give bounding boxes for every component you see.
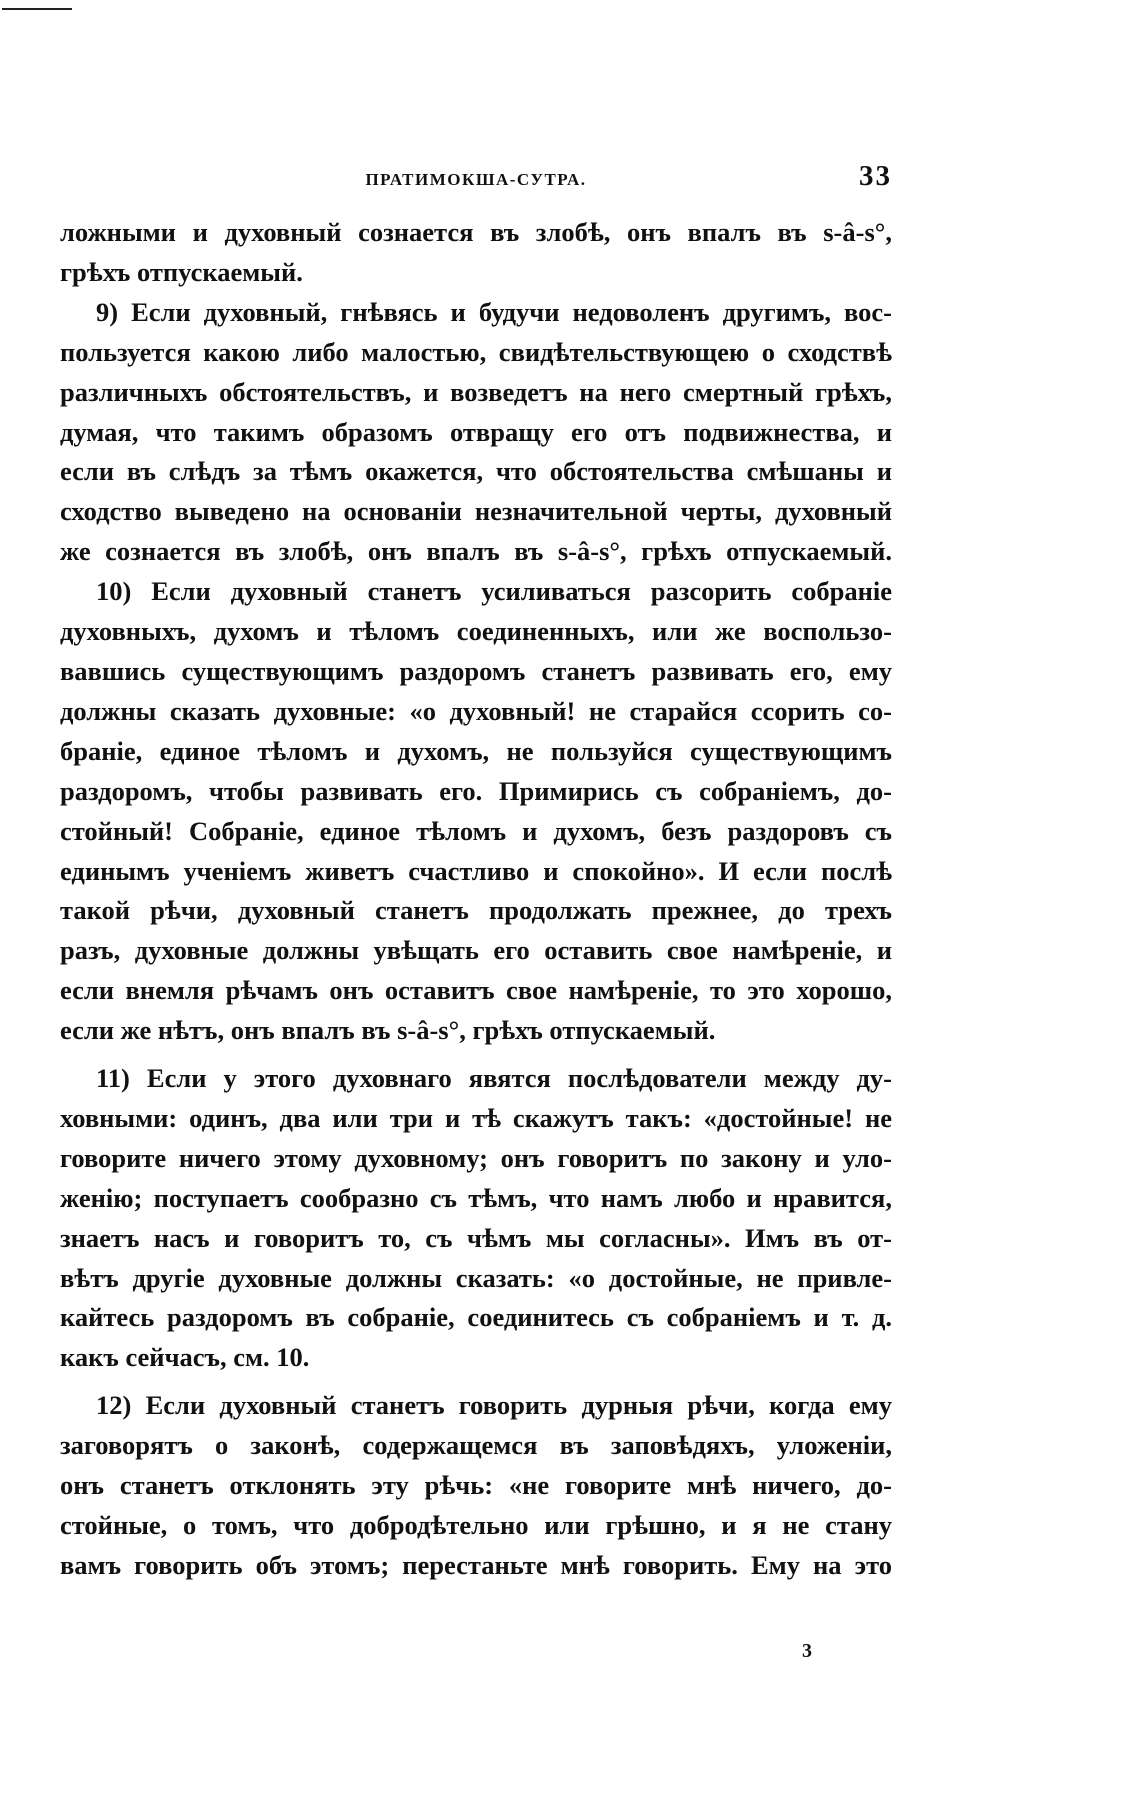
- text-line: сходство выведено на основаніи незначительной черты, духовный: [60, 496, 892, 527]
- text-line: же сознается въ злобѣ, онъ впалъ въ s-â-s°, грѣхъ отпускаемый.: [60, 536, 892, 567]
- text-line: какъ сейчасъ, см. 10.: [60, 1342, 310, 1373]
- text-line: ложными и духовный сознается въ злобѣ, онъ впалъ въ s-â-s°,: [60, 217, 892, 247]
- text-line: женію; поступаетъ сообразно съ тѣмъ, что намъ любо и нравится,: [60, 1182, 892, 1213]
- text-line: вѣтъ другіе духовные должны сказать: «о достойные, не привле-: [60, 1262, 892, 1293]
- text-line: вавшись существующимъ раздоромъ станетъ развивать его, ему: [60, 655, 892, 686]
- page-number: 33: [859, 160, 892, 192]
- text-line: если внемля рѣчамъ онъ оставитъ свое намѣреніе, то это хорошо,: [60, 975, 892, 1006]
- text-line: вамъ говорить объ этомъ; перестаньте мнѣ говорить. Ему на это: [60, 1549, 892, 1580]
- text-line: разъ, духовные должны увѣщать его оставить свое намѣреніе, и: [60, 935, 892, 966]
- signature-mark: 3: [802, 1640, 812, 1662]
- text-line: грѣхъ отпускаемый.: [60, 256, 303, 287]
- text-line: думая, что такимъ образомъ отвращу его отъ подвижнества, и: [60, 416, 892, 447]
- text-line: онъ станетъ отклонять эту рѣчь: «не говорите мнѣ ничего, до-: [60, 1470, 892, 1501]
- text-line: различныхъ обстоятельствъ, и возведетъ на него смертный грѣхъ,: [60, 376, 892, 407]
- text-line: стойные, о томъ, что добродѣтельно или грѣшно, и я не стану: [60, 1510, 892, 1540]
- text-line: браніе, единое тѣломъ и духомъ, не пользуйся существующимъ: [60, 735, 892, 766]
- running-head: [60, 160, 892, 200]
- text-line: кайтесь раздоромъ въ собраніе, соединитесь съ собраніемъ и т. д.: [60, 1302, 892, 1333]
- text-line: раздоромъ, чтобы развивать его. Примирись съ собраніемъ, до-: [60, 775, 892, 806]
- paragraph-12-first-line: 12) Если духовный станетъ говорить дурныя рѣчи, когда ему: [96, 1390, 892, 1421]
- running-title: ПРАТИМОКША-СУТРА.: [365, 170, 587, 189]
- paragraph-10-first-line: 10) Если духовный станетъ усиливаться разсорить собраніе: [96, 576, 892, 607]
- text-line: должны сказать духовные: «о духовный! не старайся ссорить со-: [60, 695, 892, 726]
- text-line: единымъ ученіемъ живетъ счастливо и спокойно». И если послѣ: [60, 855, 892, 886]
- text-line: если въ слѣдъ за тѣмъ окажется, что обстоятельства смѣшаны и: [60, 456, 892, 487]
- paragraph-9-first-line: 9) Если духовный, гнѣвясь и будучи недоволенъ другимъ, вос-: [96, 296, 892, 327]
- corner-scan-mark: [2, 8, 72, 10]
- paragraph-gap: [60, 1051, 892, 1059]
- text-line: заговорятъ о законѣ, содержащемся въ заповѣдяхъ, уложеніи,: [60, 1430, 892, 1461]
- paragraph-gap: [60, 1378, 892, 1386]
- body-text: [60, 213, 892, 1586]
- text-line: пользуется какою либо малостью, свидѣтельствующею о сходствѣ: [60, 336, 892, 367]
- text-line: говорите ничего этому духовному; онъ говоритъ по закону и уло-: [60, 1142, 892, 1173]
- paragraph-11-first-line: 11) Если у этого духовнаго явятся послѣдователи между ду-: [96, 1063, 892, 1094]
- text-line: стойный! Собраніе, единое тѣломъ и духомъ, безъ раздоровъ съ: [60, 815, 892, 846]
- text-line: ховными: одинъ, два или три и тѣ скажутъ такъ: «достойные! не: [60, 1102, 892, 1133]
- text-line: духовныхъ, духомъ и тѣломъ соединенныхъ, или же воспользо-: [60, 616, 892, 647]
- text-line: знаетъ насъ и говоритъ то, съ чѣмъ мы согласны». Имъ въ от-: [60, 1222, 892, 1253]
- text-line: такой рѣчи, духовный станетъ продолжать прежнее, до трехъ: [60, 895, 892, 926]
- text-line: если же нѣтъ, онъ впалъ въ s-â-s°, грѣхъ отпускаемый.: [60, 1015, 716, 1046]
